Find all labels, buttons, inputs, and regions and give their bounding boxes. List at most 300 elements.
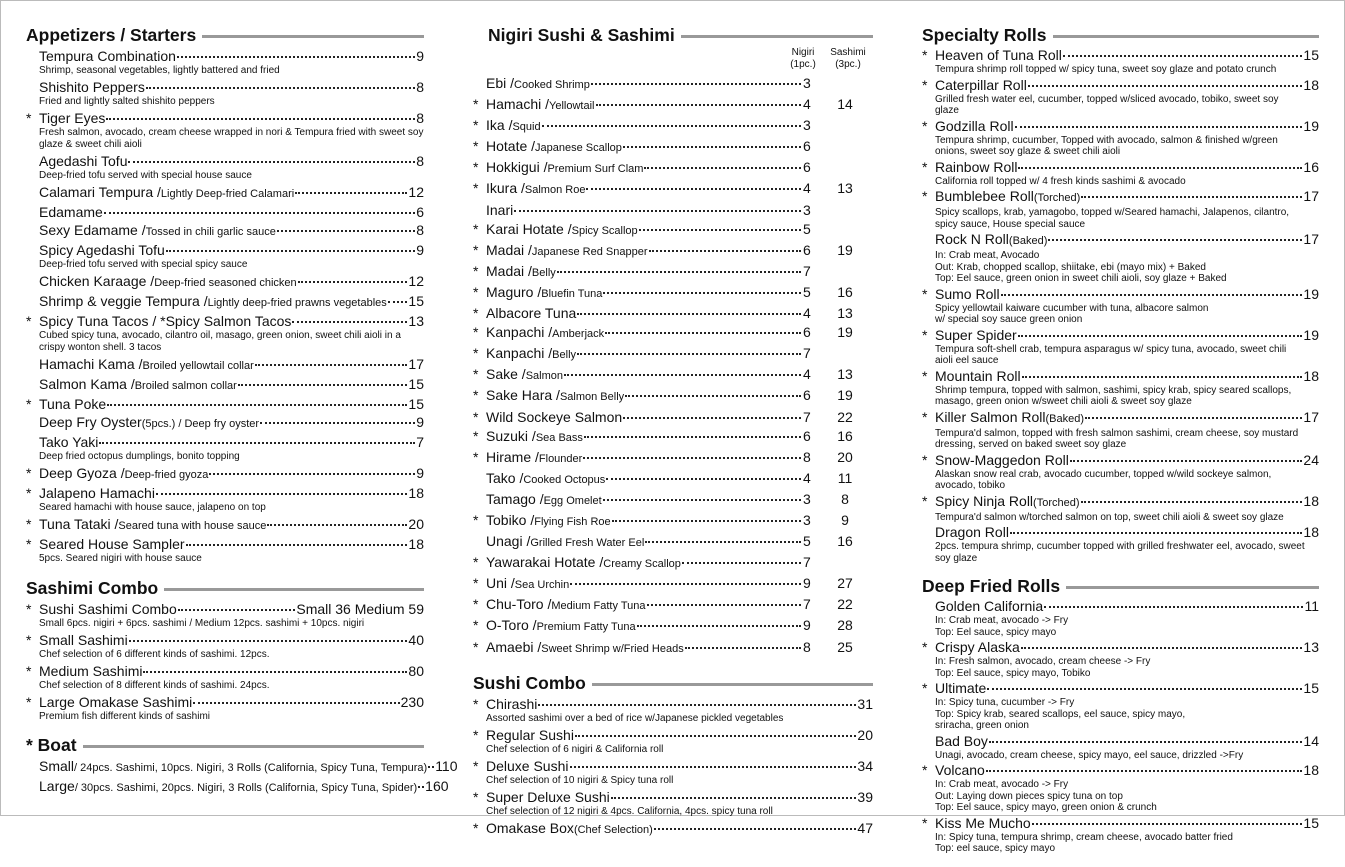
dot-leader — [606, 478, 801, 480]
menu-item-row — [922, 680, 1319, 697]
section-rule — [681, 35, 873, 38]
menu-item — [473, 448, 873, 469]
item-name: Maguro / — [486, 283, 542, 300]
item-description: Premium fish different kinds of sashimi — [39, 711, 210, 722]
item-name: Chu-Toro / — [486, 596, 552, 613]
item-name: Tobiko / — [486, 511, 535, 528]
sashimi-price: 13 — [837, 305, 853, 322]
menu-item-row — [473, 220, 873, 241]
signature-marker: * — [473, 117, 479, 134]
item-name: Hokkigui / — [486, 159, 548, 176]
menu-item-row — [922, 493, 1319, 512]
item-name: Volcano — [935, 762, 985, 778]
sashimi-price: 16 — [837, 283, 853, 300]
menu-item-row — [26, 464, 424, 484]
item-price: 19 — [1303, 117, 1319, 134]
item-subtitle: Tossed in chili garlic sauce — [145, 226, 276, 238]
signature-marker: * — [922, 47, 928, 63]
menu-item — [26, 375, 424, 395]
item-name: Suzuki / — [486, 427, 536, 444]
item-price: 9 — [803, 575, 811, 592]
menu-item — [922, 368, 1319, 408]
item-name: Chicken Karaage / — [39, 273, 155, 289]
item-price: 18 — [408, 485, 424, 501]
item-name: Kiss Me Mucho — [935, 814, 1031, 831]
item-name: Tako / — [486, 469, 524, 486]
menu-list — [473, 695, 873, 839]
item-subtitle: Salmon Belly — [559, 391, 625, 404]
item-subtitle: (Chef Selection) — [573, 823, 653, 836]
dot-leader — [1001, 294, 1303, 296]
item-name: Deluxe Sushi — [486, 757, 569, 774]
item-price: 9 — [416, 242, 424, 258]
menu-item — [26, 152, 424, 182]
menu-item — [473, 304, 873, 323]
dot-leader — [255, 364, 408, 366]
dot-leader — [586, 188, 801, 190]
item-name: Medium Sashimi — [39, 663, 143, 679]
dot-leader — [570, 583, 801, 585]
menu-item-row — [922, 452, 1319, 469]
item-name: Chirashi — [486, 695, 538, 712]
item-name: Spicy Ninja Roll — [935, 492, 1034, 509]
menu-item — [26, 662, 424, 692]
nigiri-section — [473, 25, 873, 659]
sashimi-price: 22 — [837, 596, 853, 613]
dot-leader — [193, 702, 399, 704]
item-description: Assorted sashimi over a bed of rice w/Japanese pickled vegetables — [486, 712, 784, 724]
item-description: Tempura shrimp, cucumber, Topped with avocado, salmon & finished w/green onions, sweet soy glaze & sweet chili aioli — [935, 134, 1278, 157]
menu-item-row — [473, 448, 873, 469]
signature-marker: * — [922, 639, 928, 655]
menu-item — [473, 532, 873, 553]
item-name: Madai / — [486, 262, 532, 279]
item-subtitle: Sweet Shrimp w/Fried Heads — [541, 642, 684, 655]
menu-item-row — [26, 109, 424, 127]
signature-marker: * — [473, 305, 479, 322]
signature-marker: * — [473, 617, 479, 634]
item-name: Ebi / — [486, 75, 515, 91]
section-title: Sashimi Combo — [26, 578, 159, 598]
menu-item — [922, 231, 1319, 285]
item-price: 9 — [416, 414, 424, 430]
menu-item — [26, 413, 424, 433]
item-description: Deep-fried tofu served with special house sauce — [39, 170, 252, 181]
menu-item — [473, 408, 873, 427]
item-name: Shishito Peppers — [39, 79, 145, 95]
section-rule — [202, 35, 424, 38]
item-price: 8 — [416, 110, 424, 126]
item-price: 34 — [857, 757, 873, 774]
item-price: Small 36 Medium 59 — [296, 601, 424, 617]
item-price: 4 — [803, 180, 811, 197]
menu-item — [473, 553, 873, 574]
menu-item-row — [922, 368, 1319, 385]
menu-list — [26, 600, 424, 723]
item-price: 13 — [408, 313, 424, 329]
dot-leader — [542, 125, 801, 127]
item-price: 40 — [408, 632, 424, 648]
dot-leader — [1010, 532, 1302, 534]
item-subtitle: Flying Fish Roe — [534, 515, 611, 528]
dot-leader — [418, 786, 424, 788]
item-price: 19 — [1303, 285, 1319, 302]
item-name: Omakase Box — [486, 819, 574, 836]
menu-item — [26, 777, 449, 797]
sashimi-price: 22 — [837, 408, 853, 425]
signature-marker: * — [473, 695, 479, 712]
dot-leader — [654, 828, 857, 830]
menu-item-row — [473, 386, 873, 407]
item-name: Jalapeno Hamachi — [39, 485, 155, 501]
dot-leader — [1081, 501, 1303, 503]
menu-item-row — [26, 631, 424, 649]
sashimi-price: 16 — [837, 427, 853, 444]
dot-leader — [260, 422, 415, 424]
item-description: In: Spicy tuna, tempura shrimp, cream cheese, avocado batter fried Top: eel sauce, spicy mayo — [935, 831, 1233, 854]
item-price: 20 — [857, 726, 873, 743]
item-description: In: Spicy tuna, cucumber -> Fry Top: Spicy krab, seared scallops, eel sauce, spicy mayo, sriracha, green onion — [935, 697, 1186, 731]
section-title: Sushi Combo — [473, 672, 586, 693]
menu-item-row — [473, 201, 873, 220]
menu-item — [473, 788, 873, 818]
section-rule — [1053, 35, 1320, 38]
menu-item-row — [922, 159, 1319, 176]
menu-item — [26, 78, 424, 108]
sashimi-header-label: Sashimi — [830, 47, 866, 58]
menu-item — [922, 762, 1319, 814]
signature-marker: * — [473, 726, 479, 743]
dot-leader — [146, 87, 415, 89]
item-subtitle: Amberjack — [552, 328, 605, 341]
item-subtitle: Grilled Fresh Water Eel — [530, 537, 645, 550]
item-description: Shrimp, seasonal vegetables, lightly battered and fried — [39, 65, 280, 76]
item-price: 17 — [1303, 188, 1319, 204]
item-name: Golden California — [935, 598, 1044, 614]
signature-marker: * — [473, 427, 479, 444]
menu-item — [473, 137, 873, 158]
item-description: California roll topped w/ 4 fresh kinds sashimi & avocado — [935, 175, 1186, 187]
menu-item — [473, 95, 873, 116]
item-price: 9 — [416, 48, 424, 64]
menu-item-row — [922, 327, 1319, 344]
menu-item — [473, 220, 873, 241]
item-subtitle: Egg Omelet — [543, 494, 602, 507]
menu-item-row — [26, 757, 458, 777]
menu-item — [473, 262, 873, 283]
menu-item-row — [473, 726, 873, 744]
item-price: 18 — [408, 536, 424, 552]
signature-marker: * — [922, 680, 928, 696]
item-name: Tamago / — [486, 490, 544, 507]
item-price: 18 — [1303, 367, 1319, 384]
item-price: 7 — [803, 262, 811, 279]
menu-item-row — [922, 286, 1319, 303]
item-price: 39 — [857, 788, 873, 805]
item-description: Spicy yellowtail kaiware cucumber with tuna, albacore salmon w/ special soy sauce green onion — [935, 302, 1209, 325]
signature-marker: * — [473, 511, 479, 528]
signature-marker: * — [473, 345, 479, 362]
section-rule — [164, 588, 424, 591]
signature-marker: * — [473, 575, 479, 592]
dot-leader — [570, 766, 857, 768]
item-price: 7 — [803, 408, 811, 425]
menu-item-row — [922, 639, 1319, 656]
menu-item-row — [26, 292, 424, 312]
dot-leader — [649, 250, 801, 252]
menu-item-row — [473, 408, 873, 427]
dot-leader — [623, 417, 801, 419]
dot-leader — [1018, 335, 1303, 337]
dot-leader — [989, 741, 1302, 743]
item-name: Ultimate — [935, 680, 987, 696]
item-price: 9 — [803, 617, 811, 634]
item-price: 3 — [803, 490, 811, 507]
menu-item — [473, 595, 873, 616]
menu-item-row — [473, 574, 873, 595]
section-header — [922, 25, 1319, 46]
sashimi-price: 11 — [837, 469, 853, 486]
sashimi-price: 8 — [841, 490, 849, 507]
dot-leader — [583, 457, 801, 459]
menu-item — [473, 74, 873, 95]
item-description: Tempura'd salmon, topped with fresh salmon sashimi, cream cheese, soy mustard dressing, served on baked sweet soy glaze — [935, 427, 1299, 450]
section-header — [26, 25, 424, 46]
item-description: In: Crab meat, Avocado Out: Krab, chopped scallop, shiitake, ebi (mayo mix) + Baked Top: Eel sauce, green onion in sweet chili aioli, soy glaze + Baked — [935, 250, 1227, 284]
signature-marker: * — [473, 819, 479, 836]
menu-item — [26, 433, 424, 463]
dot-leader — [128, 161, 415, 163]
item-subtitle: Seared tuna with house sauce — [118, 520, 267, 532]
menu-item — [26, 272, 424, 292]
item-name: Amaebi / — [486, 638, 542, 655]
signature-marker: * — [473, 554, 479, 571]
item-name: Madai / — [486, 241, 532, 258]
menu-item — [473, 386, 873, 407]
item-subtitle: Bluefin Tuna — [541, 287, 603, 300]
item-name: Small — [39, 758, 75, 774]
menu-item — [26, 535, 424, 565]
menu-item — [922, 118, 1319, 158]
dot-leader — [644, 167, 801, 169]
dot-leader — [645, 541, 801, 543]
signature-marker: * — [473, 788, 479, 805]
item-subtitle: Premium Fatty Tuna — [536, 621, 636, 634]
menu-item-row — [922, 409, 1319, 428]
item-subtitle: (5pcs.) / Deep fry oyster — [141, 418, 260, 430]
section-title: Appetizers / Starters — [26, 25, 197, 45]
item-price: 6 — [803, 241, 811, 258]
item-name: Ikura / — [486, 180, 525, 197]
item-price: 6 — [803, 324, 811, 341]
signature-marker: * — [922, 492, 928, 509]
dot-leader — [575, 735, 856, 737]
item-price: 5 — [803, 533, 811, 550]
dot-leader — [1032, 823, 1303, 825]
signature-marker: * — [473, 220, 479, 237]
item-name: Edamame — [39, 204, 103, 220]
item-name: Snow-Maggedon Roll — [935, 451, 1069, 468]
deep-fried-rolls-section — [922, 576, 1319, 855]
menu-item-row — [473, 137, 873, 158]
item-subtitle: Yellowtail — [549, 100, 595, 113]
item-description: Shrimp tempura, topped with salmon, sashimi, spicy krab, spicy seared scallops, masago, green onion w/sweet chili aioli & sweet soy glaze — [935, 384, 1292, 407]
item-name: Super Deluxe Sushi — [486, 788, 610, 805]
menu-item-row — [26, 515, 424, 535]
item-description: In: Fresh salmon, avocado, cream cheese -> Fry Top: Eel sauce, spicy mayo, Tobiko — [935, 656, 1151, 679]
item-name: Inari — [486, 201, 514, 218]
item-price: 18 — [1303, 492, 1319, 509]
dot-leader — [625, 395, 801, 397]
item-subtitle: Cooked Shrimp — [514, 79, 590, 91]
menu-item — [922, 286, 1319, 326]
signature-marker: * — [473, 638, 479, 655]
section-title: Nigiri Sushi & Sashimi — [488, 25, 675, 45]
menu-item — [473, 490, 873, 511]
item-name: Tuna Tataki / — [39, 516, 119, 532]
dot-leader — [292, 321, 407, 323]
menu-item-row — [26, 433, 424, 451]
menu-item — [473, 116, 873, 137]
menu-item — [473, 427, 873, 448]
item-name: Hamachi / — [486, 96, 550, 113]
dot-leader — [603, 499, 801, 501]
signature-marker: * — [922, 762, 928, 778]
item-price: 230 — [400, 694, 424, 710]
signature-marker: * — [473, 448, 479, 465]
menu-item-row — [473, 695, 873, 713]
item-price: 8 — [416, 79, 424, 95]
item-subtitle: Sea Bass — [535, 431, 583, 444]
item-description: Chef selection of 8 different kinds of sashimi. 24pcs. — [39, 680, 270, 691]
item-subtitle: Belly — [552, 349, 577, 362]
dot-leader — [1070, 460, 1303, 462]
menu-item-row — [922, 231, 1319, 250]
menu-item — [26, 241, 424, 271]
sashimi-price: 13 — [837, 180, 853, 197]
menu-list — [922, 598, 1319, 855]
menu-item — [473, 365, 873, 386]
item-price: 15 — [408, 293, 424, 309]
item-price: 6 — [803, 159, 811, 176]
section-rule — [1066, 586, 1319, 589]
item-price: 31 — [857, 695, 873, 712]
menu-item-row — [922, 733, 1319, 750]
dot-leader — [623, 146, 801, 148]
menu-item-row — [26, 535, 424, 553]
signature-marker: * — [473, 596, 479, 613]
menu-item — [922, 639, 1319, 679]
item-name: Wild Sockeye Salmon — [486, 408, 623, 425]
dot-leader — [106, 118, 415, 120]
item-price: 8 — [416, 222, 424, 238]
item-description: Spicy scallops, krab, yamagobo, topped w/Seared hamachi, Jalapenos, cilantro, spicy sauce, House special sauce — [935, 207, 1290, 230]
dot-leader — [1063, 55, 1303, 57]
sashimi-price: 28 — [837, 617, 853, 634]
sashimi-price: 14 — [837, 96, 853, 113]
signature-marker: * — [26, 465, 32, 481]
item-name: Seared House Sampler — [39, 536, 185, 552]
menu-item-row — [922, 598, 1319, 615]
menu-item — [26, 631, 424, 661]
item-description: Cubed spicy tuna, avocado, cilantro oil, masago, green onion, sweet chili aioli in a crispy wonton shell. 3 tacos — [39, 330, 401, 353]
signature-marker: * — [922, 367, 928, 384]
item-name: Caterpillar Roll — [935, 76, 1027, 93]
signature-marker: * — [473, 262, 479, 279]
menu-item-row — [26, 183, 424, 203]
dot-leader — [177, 56, 415, 58]
signature-marker: * — [473, 324, 479, 341]
item-description: In: Crab meat, avocado -> Fry Top: Eel sauce, spicy mayo — [935, 615, 1069, 638]
item-price: 8 — [416, 153, 424, 169]
item-price: 15 — [1303, 814, 1319, 831]
item-price: 18 — [1303, 76, 1319, 93]
sashimi-header-unit: (3pc.) — [835, 59, 861, 70]
menu-item — [473, 726, 873, 756]
item-price: 4 — [803, 469, 811, 486]
item-description: In: Crab meat, avocado -> Fry Out: Laying down pieces spicy tuna on top Top: Eel sauce, spicy mayo, green onion & crunch — [935, 779, 1157, 813]
item-subtitle: Medium Fatty Tuna — [551, 600, 646, 613]
menu-item-row — [26, 395, 424, 413]
sushi-combo-section — [473, 673, 873, 839]
item-name: Kanpachi / — [486, 345, 553, 362]
section-rule — [83, 745, 424, 748]
section-title: Specialty Rolls — [922, 25, 1047, 45]
item-price: 3 — [803, 75, 811, 91]
menu-item — [26, 464, 424, 484]
dot-leader — [591, 83, 801, 85]
item-price: 5 — [803, 283, 811, 300]
menu-item-row — [473, 283, 873, 304]
item-name: Hotate / — [486, 138, 536, 155]
item-description: Fried and lightly salted shishito peppers — [39, 96, 215, 107]
item-name: O-Toro / — [486, 617, 537, 634]
dot-leader — [557, 271, 801, 273]
item-description: Alaskan snow real crab, avocado cucumber, topped w/wild sockeye salmon, avocado, tobiko — [935, 468, 1272, 491]
menu-item — [26, 221, 424, 241]
signature-marker: * — [473, 387, 479, 404]
sashimi-header — [823, 47, 873, 71]
signature-marker: * — [26, 313, 32, 329]
menu-item — [473, 757, 873, 787]
sashimi-price: 16 — [837, 533, 853, 550]
item-name: Godzilla Roll — [935, 117, 1014, 134]
menu-item — [922, 452, 1319, 492]
dot-leader — [605, 332, 801, 334]
menu-item-row — [473, 532, 873, 553]
signature-marker: * — [922, 76, 928, 93]
item-subtitle: (Torched) — [1033, 192, 1081, 204]
item-description: Deep fried octopus dumplings, bonito topping — [39, 451, 240, 462]
menu-column-right — [922, 25, 1319, 867]
item-description: Small 6pcs. nigiri + 6pcs. sashimi / Medium 12pcs. sashimi + 10pcs. nigiri — [39, 618, 365, 629]
item-subtitle: Deep-fried gyoza — [124, 469, 209, 481]
item-price: 16 — [1303, 158, 1319, 175]
item-price: 4 — [803, 96, 811, 113]
dot-leader — [637, 625, 801, 627]
item-price: 17 — [1303, 408, 1319, 425]
item-name: Rainbow Roll — [935, 158, 1018, 175]
menu-item — [922, 77, 1319, 117]
item-name: Sumo Roll — [935, 285, 1000, 302]
item-description: Tempura'd salmon w/torched salmon on top, sweet chili aioli & sweet soy glaze — [935, 511, 1284, 523]
item-subtitle: Lightly deep-fried prawns vegetables — [207, 297, 387, 309]
section-header — [26, 578, 424, 599]
nigiri-header-label: Nigiri — [791, 47, 815, 58]
signature-marker: * — [922, 188, 928, 204]
menu-item-row — [473, 95, 873, 116]
signature-marker: * — [473, 159, 479, 176]
